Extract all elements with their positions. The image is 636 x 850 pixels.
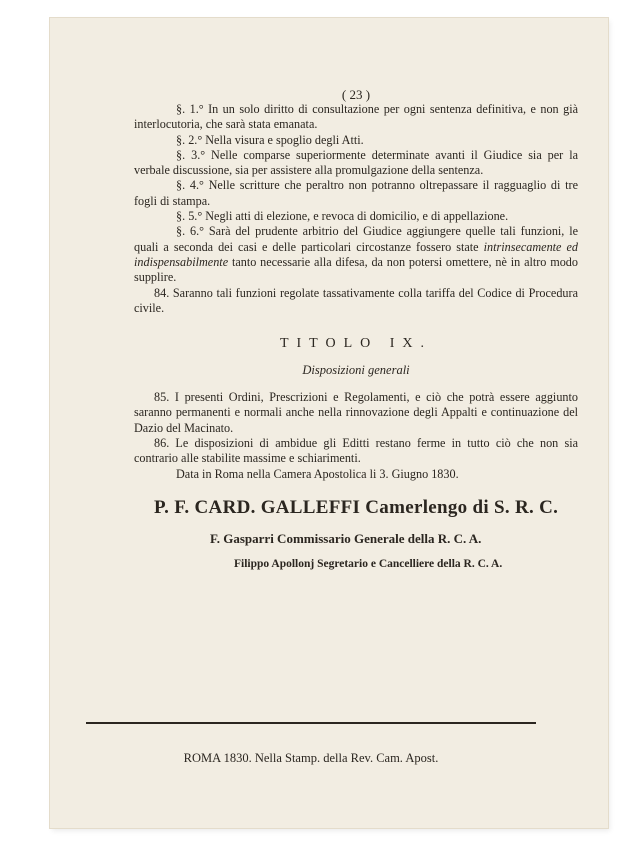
section-subtitle: Disposizioni generali: [302, 363, 410, 378]
article-84: 84. Saranno tali funzioni regolate tassativamente colla tariffa del Codice di Procedura civile.: [134, 285, 578, 315]
page-number: ( 23 ): [341, 87, 371, 102]
article-85: 85. I presenti Ordini, Prescrizioni e Regolamenti, e ciò che potrà essere aggiunto saranno permanenti e normali anche nella rinnovazione degli Appalti e continuazione del Dazio del Macinato.: [134, 390, 578, 435]
paragraph-s6-text-b: tanto necessarie alla difesa, da non potersi omettere, nè in altro modo supplire.: [134, 254, 578, 285]
signature-commissario: F. Gasparri Commissario Generale della R. C. A.: [210, 530, 482, 546]
horizontal-rule: [86, 722, 536, 724]
paragraph-s5: §. 5.° Negli atti di elezione, e revoca di domicilio, e di appellazione.: [176, 209, 509, 224]
paragraph-s2: §. 2.° Nella visura e spoglio degli Atti.: [176, 132, 364, 147]
printer-imprint: ROMA 1830. Nella Stamp. della Rev. Cam. Apost.: [183, 751, 439, 765]
date-line: Data in Roma nella Camera Apostolica li 3. Giugno 1830.: [176, 466, 459, 481]
section-title: TITOLO IX.: [279, 336, 433, 352]
paragraph-s6-text-a: §. 6.° Sarà del prudente arbitrio del Giudice aggiungere quelle tali funzioni, le quali a seconda dei casi e delle particolari circostanze fossero state: [134, 224, 578, 254]
paragraph-s1: §. 1.° In un solo diritto di consultazione per ogni sentenza definitiva, e non già interlocutoria, che sarà stata emanata.: [134, 102, 578, 132]
document-page: [50, 18, 608, 828]
signature-segretario: Filippo Apollonj Segretario e Cancelliere della R. C. A.: [234, 557, 503, 570]
paragraph-s6: [134, 224, 578, 285]
signature-camerlengo: P. F. CARD. GALLEFFI Camerlengo di S. R. C.: [154, 496, 559, 518]
page-content: [134, 88, 578, 572]
paragraph-s4: §. 4.° Nelle scritture che peraltro non potranno oltrepassare il ragguaglio di tre fogli di stampa.: [134, 178, 578, 208]
paragraph-s6-italic: intrinsecamente ed indispensabilmente: [134, 239, 578, 269]
paragraph-s3: §. 3.° Nelle comparse superiormente determinate avanti il Giudice sia per la verbale discussione, sia per assistere alla promulgazione della sentenza.: [134, 147, 578, 178]
article-86: 86. Le disposizioni di ambidue gli Editti restano ferme in tutto ciò che non sia contrario alle stabilite massime e schiarimenti.: [134, 436, 578, 466]
